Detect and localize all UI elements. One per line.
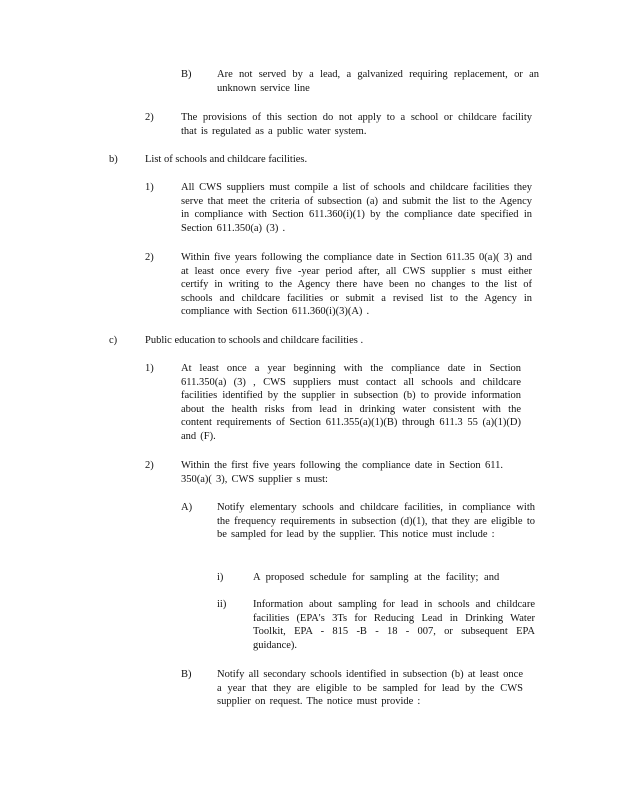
item-text: The provisions of this section do not apply to a school or childcare facility that is regulated as a public water system. bbox=[181, 112, 532, 137]
section-heading: List of schools and childcare facilities. bbox=[145, 154, 308, 165]
item-text: Are not served by a lead, a galvanized requiring replacement, or an unknown service line bbox=[217, 69, 539, 94]
item-marker: 1) bbox=[145, 182, 154, 193]
item-marker: i) bbox=[217, 572, 224, 583]
section-heading: Public education to schools and childcare facilities . bbox=[145, 335, 364, 346]
item-text: Information about sampling for lead in schools and childcare facilities (EPA's 3Ts for Reducing Lead in Drinking Water Toolkit, EPA - 815 -B - 18 - 007, or subsequent EPA guidance). bbox=[253, 599, 535, 651]
item-marker: ii) bbox=[217, 599, 227, 610]
item-text: Notify elementary schools and childcare facilities, in compliance with the frequency requirements in subsection (d)(1), that they are eligible to be sampled for lead by the supplier. This notice must include : bbox=[217, 502, 535, 541]
item-text: A proposed schedule for sampling at the facility; and bbox=[253, 572, 500, 583]
item-text: Within five years following the compliance date in Section 611.35 0(a)( 3) and at least once every five -year period after, all CWS supplier s must either certify in writing to the Agency there have been no changes to the list of schools and childcare facilities or submit a revised list to the Agency in compliance with Section 611.360(i)(3)(A) . bbox=[181, 252, 532, 318]
section-marker: c) bbox=[109, 335, 118, 346]
item-marker: B) bbox=[181, 69, 192, 80]
item-text: At least once a year beginning with the compliance date in Section 611.350(a) (3) , CWS suppliers must contact all schools and childcare facilities identified by the supplier in subsection (b) to provide information about the health risks from lead in drinking water consistent with the content requirements of Section 611.355(a)(1)(B) through 611.3 55 (a)(1)(D) and (F). bbox=[181, 363, 521, 442]
item-marker: 1) bbox=[145, 363, 154, 374]
item-text: Within the first five years following the compliance date in Section 611. 350(a)( 3), CWS supplier s must: bbox=[181, 460, 503, 485]
section-marker: b) bbox=[109, 154, 118, 165]
item-text: Notify all secondary schools identified in subsection (b) at least once a year that they are eligible to be sampled for lead by the CWS supplier on request. The notice must provide : bbox=[217, 669, 523, 708]
item-marker: B) bbox=[181, 669, 192, 680]
item-marker: 2) bbox=[145, 460, 154, 471]
item-marker: 2) bbox=[145, 252, 154, 263]
item-marker: 2) bbox=[145, 112, 154, 123]
item-text: All CWS suppliers must compile a list of schools and childcare facilities they serve that meet the criteria of subsection (a) and submit the list to the Agency in compliance with Section 611.360(i)(1) by the compliance date specified in Section 611.350(a) (3) . bbox=[181, 182, 532, 234]
item-marker: A) bbox=[181, 502, 193, 513]
